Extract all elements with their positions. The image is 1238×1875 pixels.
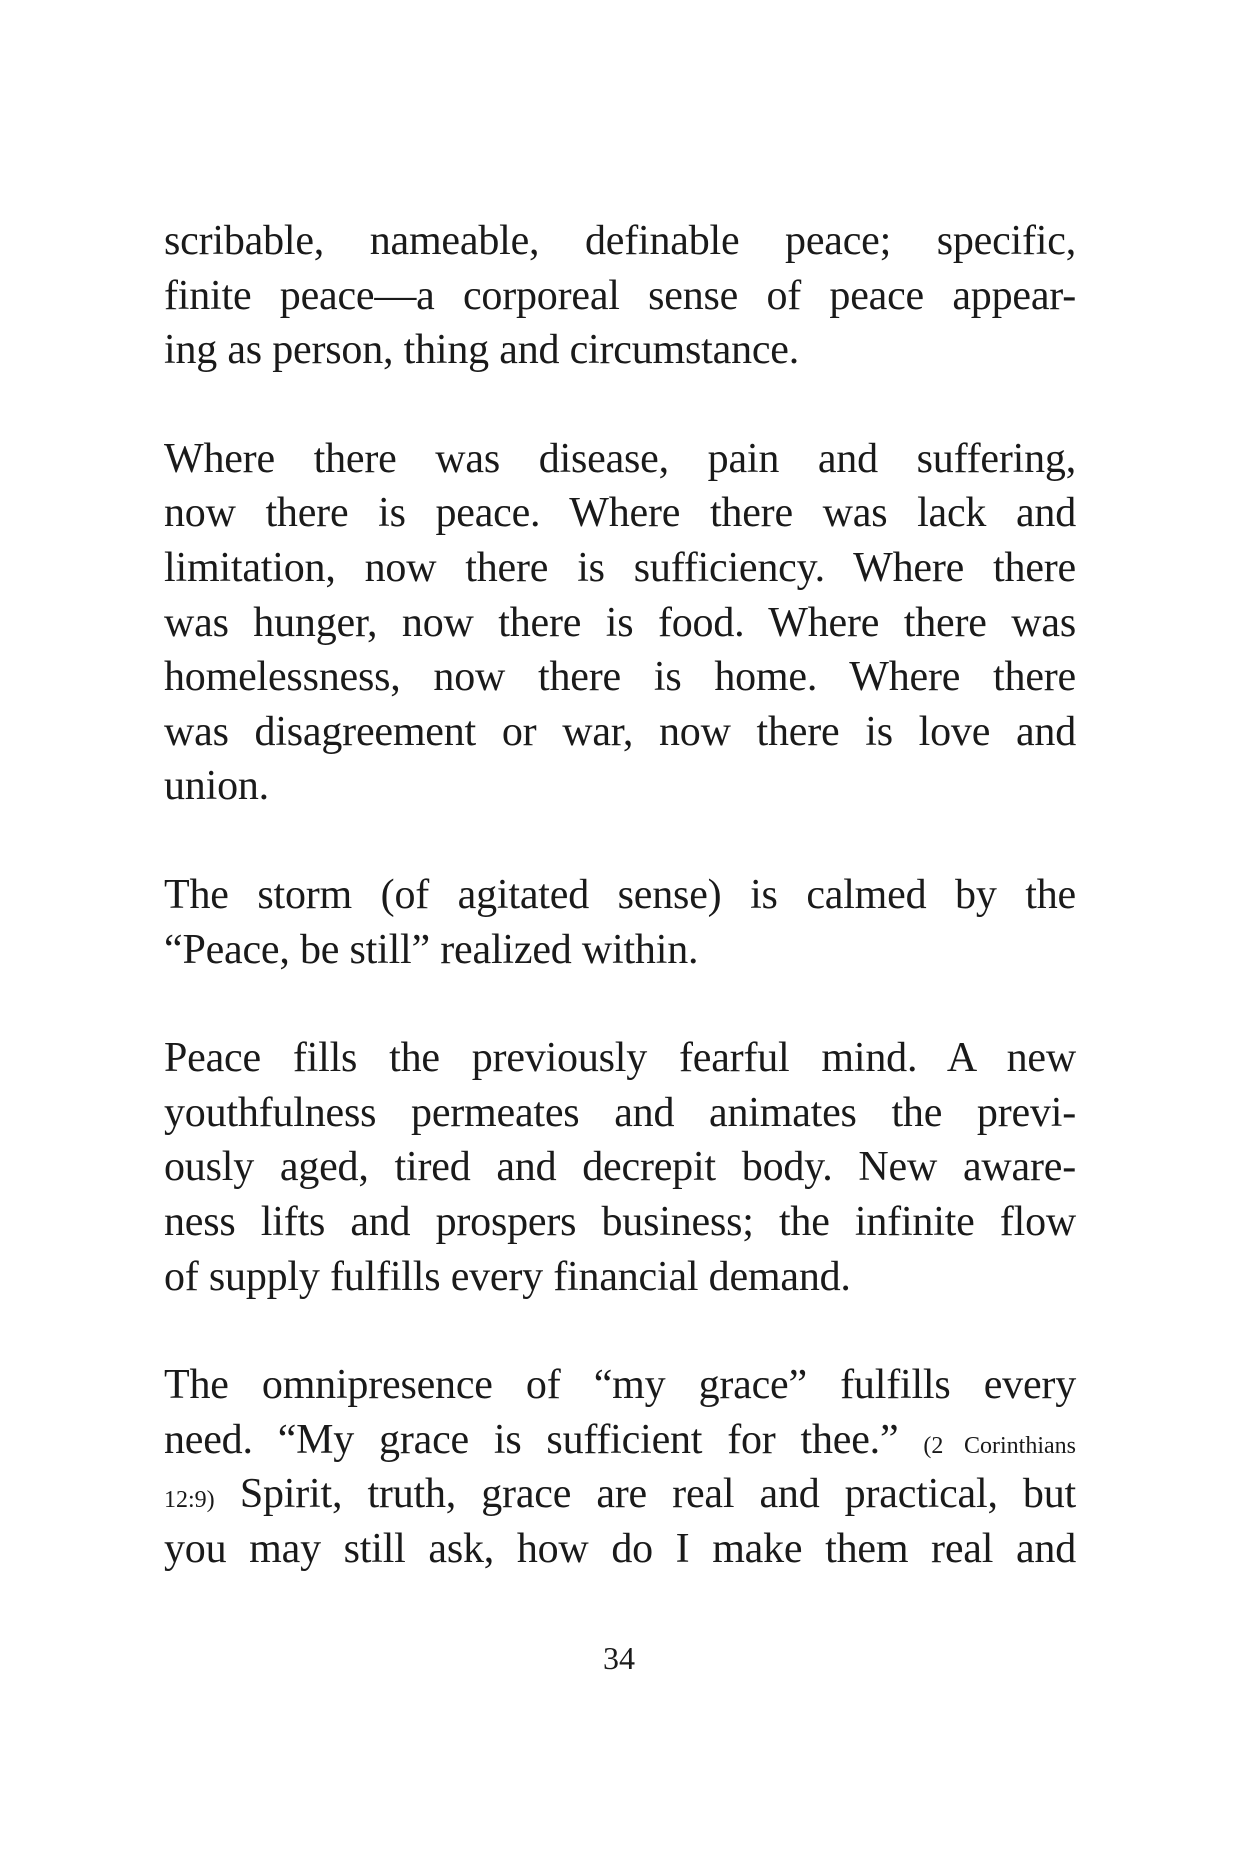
text-line: “Peace, be still” realized within.: [164, 926, 699, 973]
text-line: ously aged, tired and decrepit body. New aware-: [164, 1144, 1076, 1191]
text-line-with-citation: [164, 1413, 1076, 1468]
text-line: Peace fills the previously fearful mind. A new: [164, 1035, 1076, 1082]
text-line: scribable, nameable, definable peace; specific,: [164, 218, 1076, 264]
paragraph-2: [164, 432, 1076, 814]
page-number: 34: [603, 1640, 635, 1676]
text-line: finite peace—a corporeal sense of peace appear-: [164, 272, 1076, 319]
text-line: now there is peace. Where there was lack and: [164, 490, 1076, 537]
text-line: homelessness, now there is home. Where there: [164, 654, 1076, 701]
text-line: ing as person, thing and circumstance.: [164, 327, 800, 374]
text-line: The storm (of agitated sense) is calmed by the: [164, 871, 1076, 918]
text-line: was disagreement or war, now there is love and: [164, 708, 1076, 755]
text-line: was hunger, now there is food. Where there was: [164, 599, 1076, 646]
text-line-with-citation: [164, 1467, 1076, 1522]
paragraph-3: [164, 868, 1076, 977]
text-line: of supply fulfills every financial demand.: [164, 1253, 851, 1300]
paragraph-5: [164, 1358, 1076, 1576]
text-line: The omnipresence of “my grace” fulfills every: [164, 1362, 1076, 1409]
paragraph-4: [164, 1031, 1076, 1304]
text-line: youthfulness permeates and animates the previ-: [164, 1089, 1076, 1136]
text-line: union.: [164, 763, 269, 810]
text-line: you may still ask, how do I make them real and: [164, 1525, 1076, 1572]
text-line: limitation, now there is sufficiency. Where there: [164, 544, 1076, 591]
scripture-citation-start: (2 Corinthians: [923, 1432, 1076, 1459]
text-line: ness lifts and prospers business; the infinite flow: [164, 1198, 1076, 1245]
scripture-citation-end: 12:9): [164, 1487, 215, 1514]
body-text: [164, 214, 1076, 1630]
text-segment: need. “My grace is sufficient for thee.”: [164, 1416, 899, 1463]
text-segment: Spirit, truth, grace are real and practical, but: [239, 1471, 1076, 1518]
text-line: Where there was disease, pain and suffering,: [164, 435, 1076, 482]
paragraph-1: [164, 214, 1076, 378]
